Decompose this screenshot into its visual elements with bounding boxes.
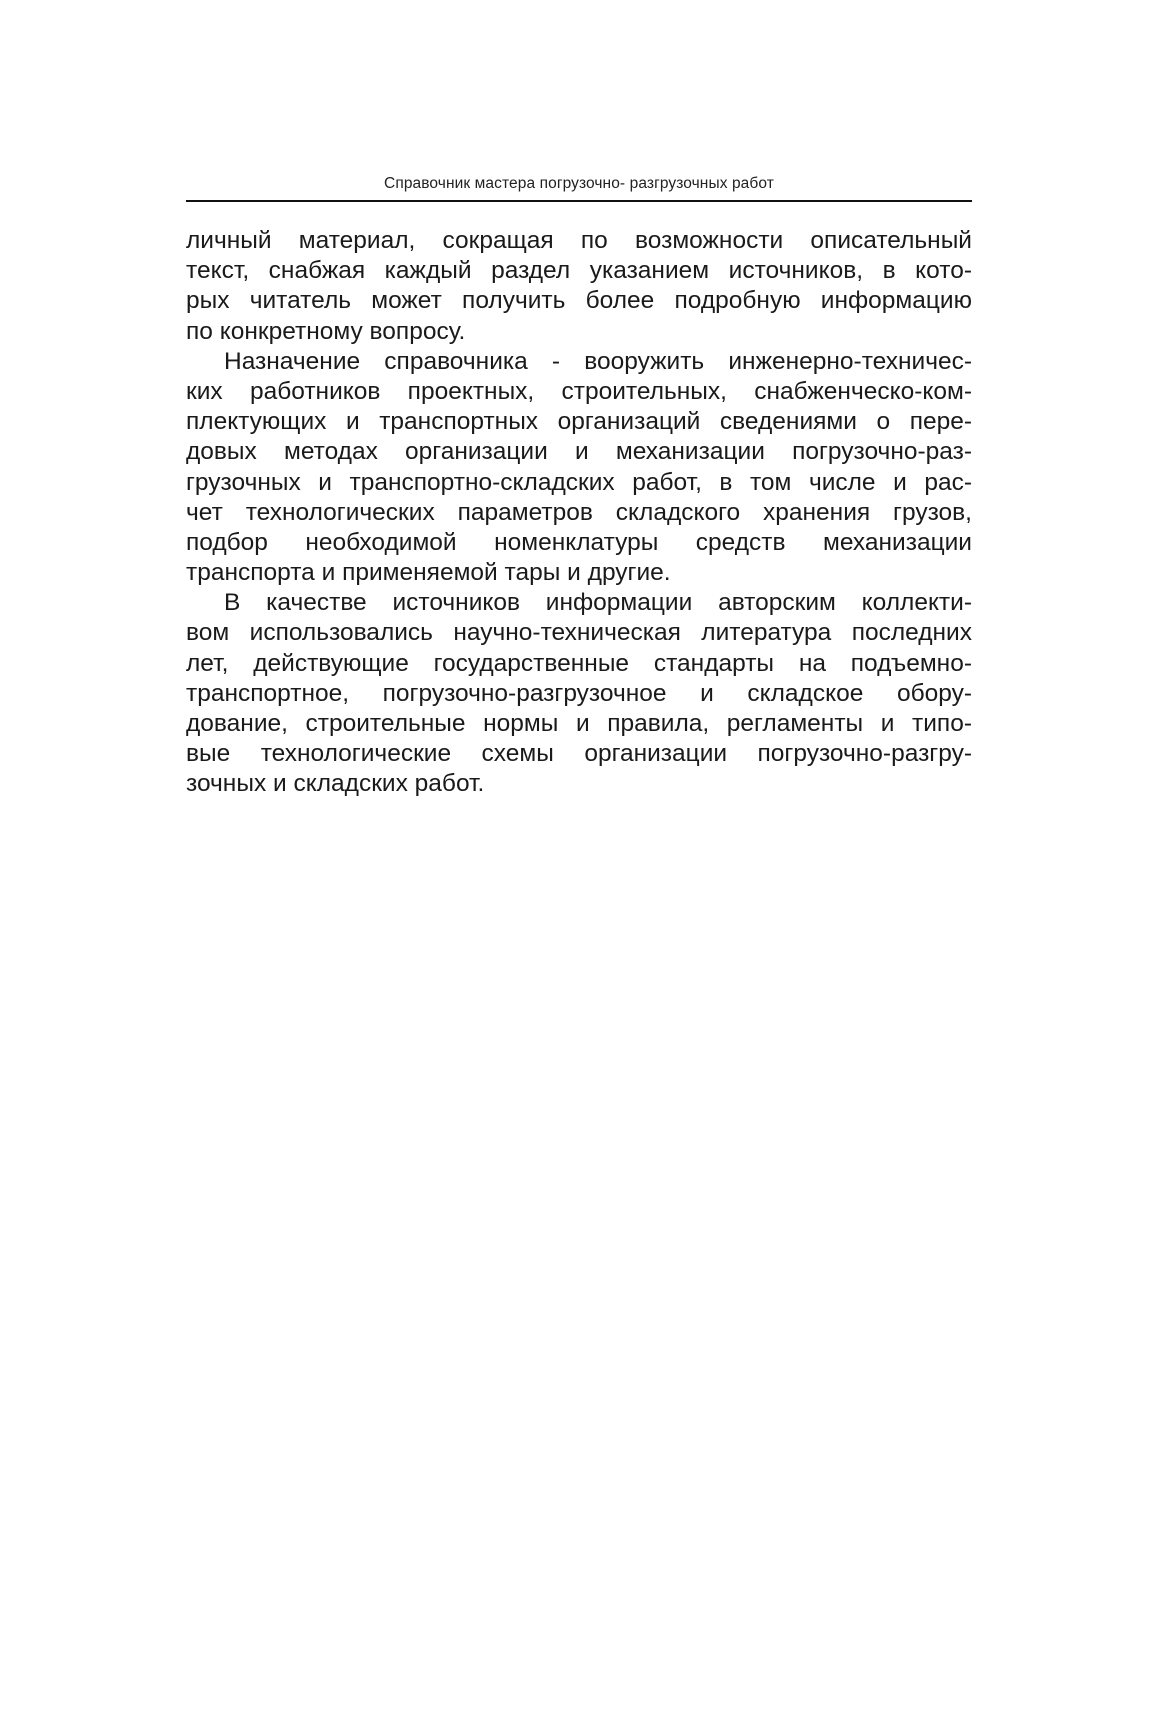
body-text xyxy=(186,226,972,800)
running-head: Справочник мастера погрузочно- разгрузочных работ xyxy=(384,175,774,192)
text-line: зочных и складских работ. xyxy=(186,770,485,798)
book-page xyxy=(186,172,972,800)
paragraph-1 xyxy=(186,226,972,347)
text-line: по конкретному вопросу. xyxy=(186,317,466,345)
text-line: вые технологические схемы организации погрузочно-разгру- xyxy=(186,740,972,768)
paragraph-3 xyxy=(186,588,972,799)
text-line: текст, снабжая каждый раздел указанием источников, в кото- xyxy=(186,257,972,285)
text-line: ких работников проектных, строительных, снабженческо-ком- xyxy=(186,377,972,405)
header-rule xyxy=(186,200,972,202)
text-line: подбор необходимой номенклатуры средств механизации xyxy=(186,528,972,556)
text-line: Назначение справочника - вооружить инженерно-техничес- xyxy=(224,347,972,375)
text-line: транспорта и применяемой тары и другие. xyxy=(186,559,671,587)
text-line: личный материал, сокращая по возможности описательный xyxy=(186,227,972,254)
text-line: грузочных и транспортно-складских работ, в том числе и рас- xyxy=(186,468,972,496)
text-line: плектующих и транспортных организаций сведениями о пере- xyxy=(186,408,972,436)
paragraph-2 xyxy=(186,347,972,589)
text-line: транспортное, погрузочно-разгрузочное и складское обору- xyxy=(186,679,972,707)
text-line: дование, строительные нормы и правила, регламенты и типо- xyxy=(186,710,972,737)
text-line: чет технологических параметров складского хранения грузов, xyxy=(186,498,972,526)
text-line: лет, действующие государственные стандарты на подъемно- xyxy=(186,649,972,677)
text-line: вом использовались научно-техническая литература последних xyxy=(186,619,972,647)
text-line: В качестве источников информации авторским коллекти- xyxy=(224,589,972,617)
text-line: довых методах организации и механизации погрузочно-раз- xyxy=(186,438,972,466)
text-line: рых читатель может получить более подробную информацию xyxy=(186,287,972,315)
